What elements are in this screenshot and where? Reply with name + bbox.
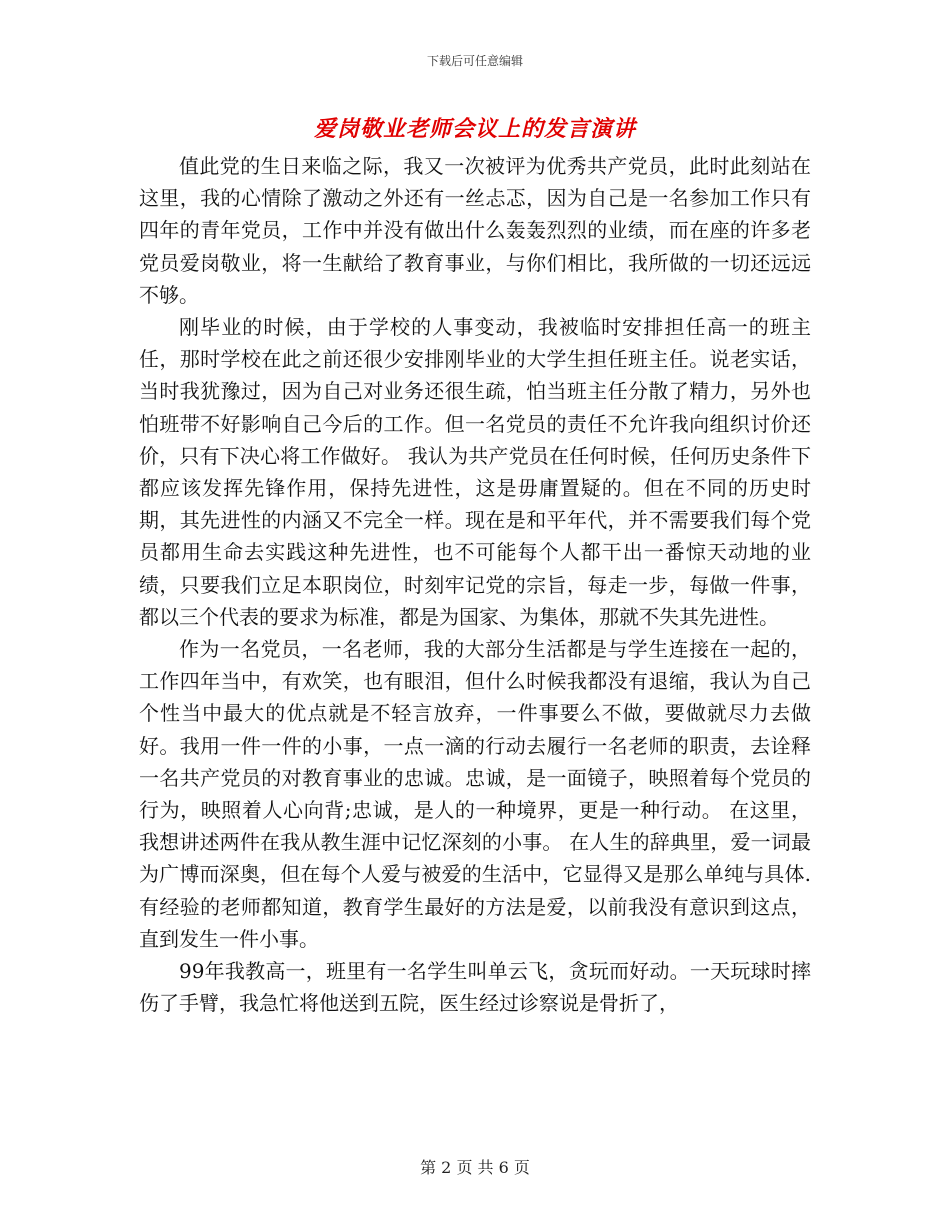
document-body bbox=[139, 150, 811, 1019]
paragraph: 99年我教高一，班里有一名学生叫单云飞，贪玩而好动。一天玩球时摔伤了手臂，我急忙将他送到五院，医生经过诊察说是骨折了， bbox=[139, 959, 811, 1016]
paragraph: 值此党的生日来临之际，我又一次被评为优秀共产党员，此时此刻站在这里，我的心情除了激动之外还有一丝忐忑，因为自己是一名参加工作只有四年的青年党员，工作中并没有做出什么轰轰烈烈的业绩，而在座的许多老党员爱岗敬业，将一生献给了教育事业，与你们相比，我所做的一切还远远不够。 bbox=[139, 154, 811, 307]
document-title: 爱岗敬业老师会议上的发言演讲 bbox=[313, 117, 636, 142]
page-number: 第 2 页 共 6 页 bbox=[420, 1158, 530, 1177]
paragraph: 刚毕业的时候，由于学校的人事变动，我被临时安排担任高一的班主任，那时学校在此之前还很少安排刚毕业的大学生担任班主任。说老实话，当时我犹豫过，因为自己对业务还很生疏，怕当班主任分散了精力，另外也怕班带不好影响自己今后的工作。但一名党员的责任不允许我向组织讨价还价，只有下决心将工作做好。 我认为共产党员在任何时候，任何历史条件下都应该发挥先锋作用，保持先进性，这是毋庸置疑的。但在不同的历史时期，其先进性的内涵又不完全一样。现在是和平年代，并不需要我们每个党员都用生命去实践这种先进性，也不可能每个人都干出一番惊天动地的业绩，只要我们立足本职岗位，时刻牢记党的宗旨，每走一步，每做一件事，都以三个代表的要求为标准，都是为国家、为集体，那就不失其先进性。 bbox=[139, 315, 811, 629]
header-note: 下载后可任意编辑 bbox=[426, 54, 523, 68]
paragraph: 作为一名党员，一名老师，我的大部分生活都是与学生连接在一起的，工作四年当中，有欢笑，也有眼泪，但什么时候我都没有退缩，我认为自己个性当中最大的优点就是不轻言放弃，一件事要么不做，要做就尽力去做好。我用一件一件的小事，一点一滴的行动去履行一名老师的职责，去诠释一名共产党员的对教育事业的忠诚。忠诚，是一面镜子，映照着每个党员的行为，映照着人心向背;忠诚，是人的一种境界，更是一种行动。 在这里，我想讲述两件在我从教生涯中记忆深刻的小事。 在人生的辞典里，爱一词最为广博而深奥，但在每个人爱与被爱的生活中，它显得又是那么单纯与具体.有经验的老师都知道，教育学生最好的方法是爱，以前我没有意识到这点，直到发生一件小事。 bbox=[139, 637, 811, 951]
